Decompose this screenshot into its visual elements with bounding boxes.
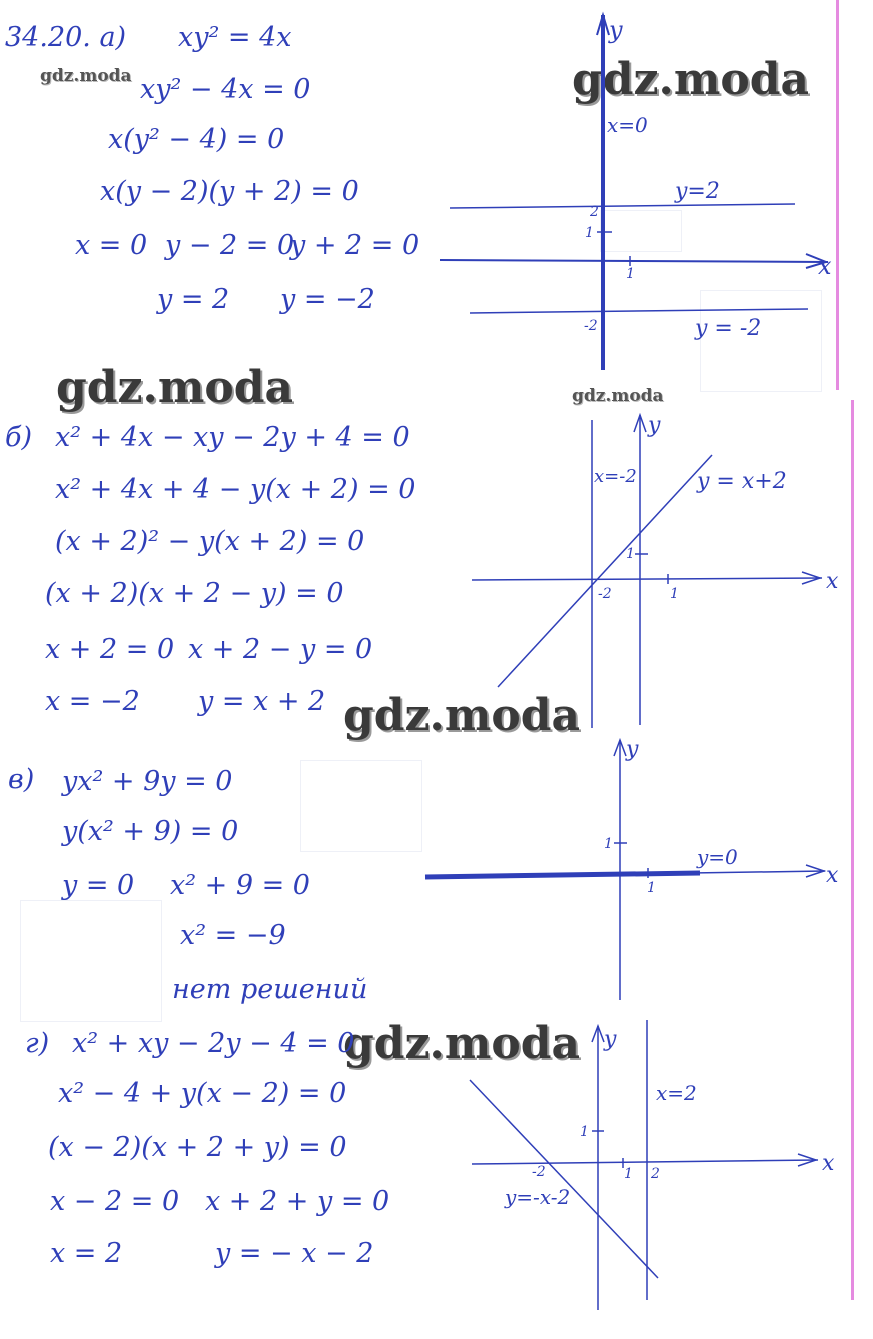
note-no-solutions: нет решений: [172, 974, 368, 1005]
case-equation: y = 0: [62, 870, 135, 901]
equation-line: x² − 4 + y(x − 2) = 0: [58, 1078, 347, 1109]
tick-label: 2: [590, 204, 599, 220]
tick-label: 1: [604, 836, 613, 852]
case-equation: x + 2 − y = 0: [188, 634, 373, 665]
result-equation: y = x + 2: [198, 686, 326, 717]
result-equation: y = − x − 2: [215, 1238, 374, 1269]
result-equation: x = 2: [50, 1238, 123, 1269]
case-equation: y − 2 = 0: [165, 230, 295, 261]
tick-label: -2: [598, 586, 612, 602]
equation-line: y(x² + 9) = 0: [62, 816, 239, 847]
line-label: y=2: [675, 179, 720, 204]
tick-label: 1: [585, 225, 594, 241]
case-equation: x − 2 = 0: [50, 1186, 180, 1217]
line-label: y = -2: [695, 316, 762, 341]
tick-label: 1: [670, 586, 679, 602]
x-axis-label: x: [826, 569, 839, 594]
result-equation: y = −2: [280, 284, 375, 315]
x-axis-label: x: [822, 1151, 835, 1176]
tick-label: 1: [624, 1166, 633, 1182]
y-axis-label: y: [648, 413, 661, 438]
y-axis-label: y: [604, 1027, 617, 1052]
equation-line: x(y² − 4) = 0: [108, 124, 285, 155]
line-label: x=-2: [594, 466, 637, 487]
tick-label: 1: [647, 880, 656, 896]
equation-line: x(y − 2)(y + 2) = 0: [100, 176, 359, 207]
result-equation: x² = −9: [180, 920, 286, 951]
watermark: gdz.moda: [343, 1018, 581, 1069]
tick-label: -2: [584, 318, 598, 334]
case-equation: x² + 9 = 0: [170, 870, 310, 901]
part-v-heading: в): [8, 764, 35, 795]
case-equation: y + 2 = 0: [290, 230, 420, 261]
tick-label: 2: [651, 1166, 660, 1182]
equation-line: yx² + 9y = 0: [62, 766, 233, 797]
line-label: x=0: [607, 113, 648, 137]
case-equation: x + 2 = 0: [45, 634, 175, 665]
line-label: x=2: [656, 1081, 697, 1105]
equation-line: xy² = 4x: [178, 22, 292, 53]
equation-line: x² + 4x − xy − 2y + 4 = 0: [55, 422, 410, 453]
watermark: gdz.moda: [343, 690, 581, 741]
equation-line: (x + 2)(x + 2 − y) = 0: [45, 578, 344, 609]
result-equation: y = 2: [157, 284, 230, 315]
watermark: gdz.moda: [56, 362, 294, 413]
tick-label: -2: [532, 1164, 546, 1180]
case-equation: x = 0: [75, 230, 148, 261]
watermark: gdz.moda: [40, 66, 132, 86]
equation-line: x² + 4x + 4 − y(x + 2) = 0: [55, 474, 416, 505]
tick-label: 1: [626, 546, 635, 562]
watermark: gdz.moda: [572, 54, 810, 105]
equation-line: xy² − 4x = 0: [140, 74, 311, 105]
line-label: y = x+2: [697, 469, 787, 494]
y-axis-label: y: [609, 16, 623, 44]
part-g-heading: г): [25, 1028, 50, 1059]
equation-line: (x − 2)(x + 2 + y) = 0: [48, 1132, 347, 1163]
x-axis: [472, 1160, 818, 1164]
tick-label: 1: [626, 266, 635, 282]
equation-line: x² + xy − 2y − 4 = 0: [72, 1028, 355, 1059]
result-equation: x = −2: [45, 686, 140, 717]
x-axis-label: x: [818, 252, 832, 280]
part-b-heading: б): [5, 422, 33, 453]
y-axis-label: y: [626, 737, 639, 762]
equation-line: (x + 2)² − y(x + 2) = 0: [55, 526, 365, 557]
x-axis-label: x: [826, 863, 839, 888]
part-a-heading: 34.20. а): [5, 22, 127, 53]
watermark: gdz.moda: [572, 386, 664, 406]
line-label: y=-x-2: [505, 1185, 571, 1209]
case-equation: x + 2 + y = 0: [205, 1186, 390, 1217]
line-label: y=0: [697, 845, 738, 869]
tick-label: 1: [580, 1124, 589, 1140]
